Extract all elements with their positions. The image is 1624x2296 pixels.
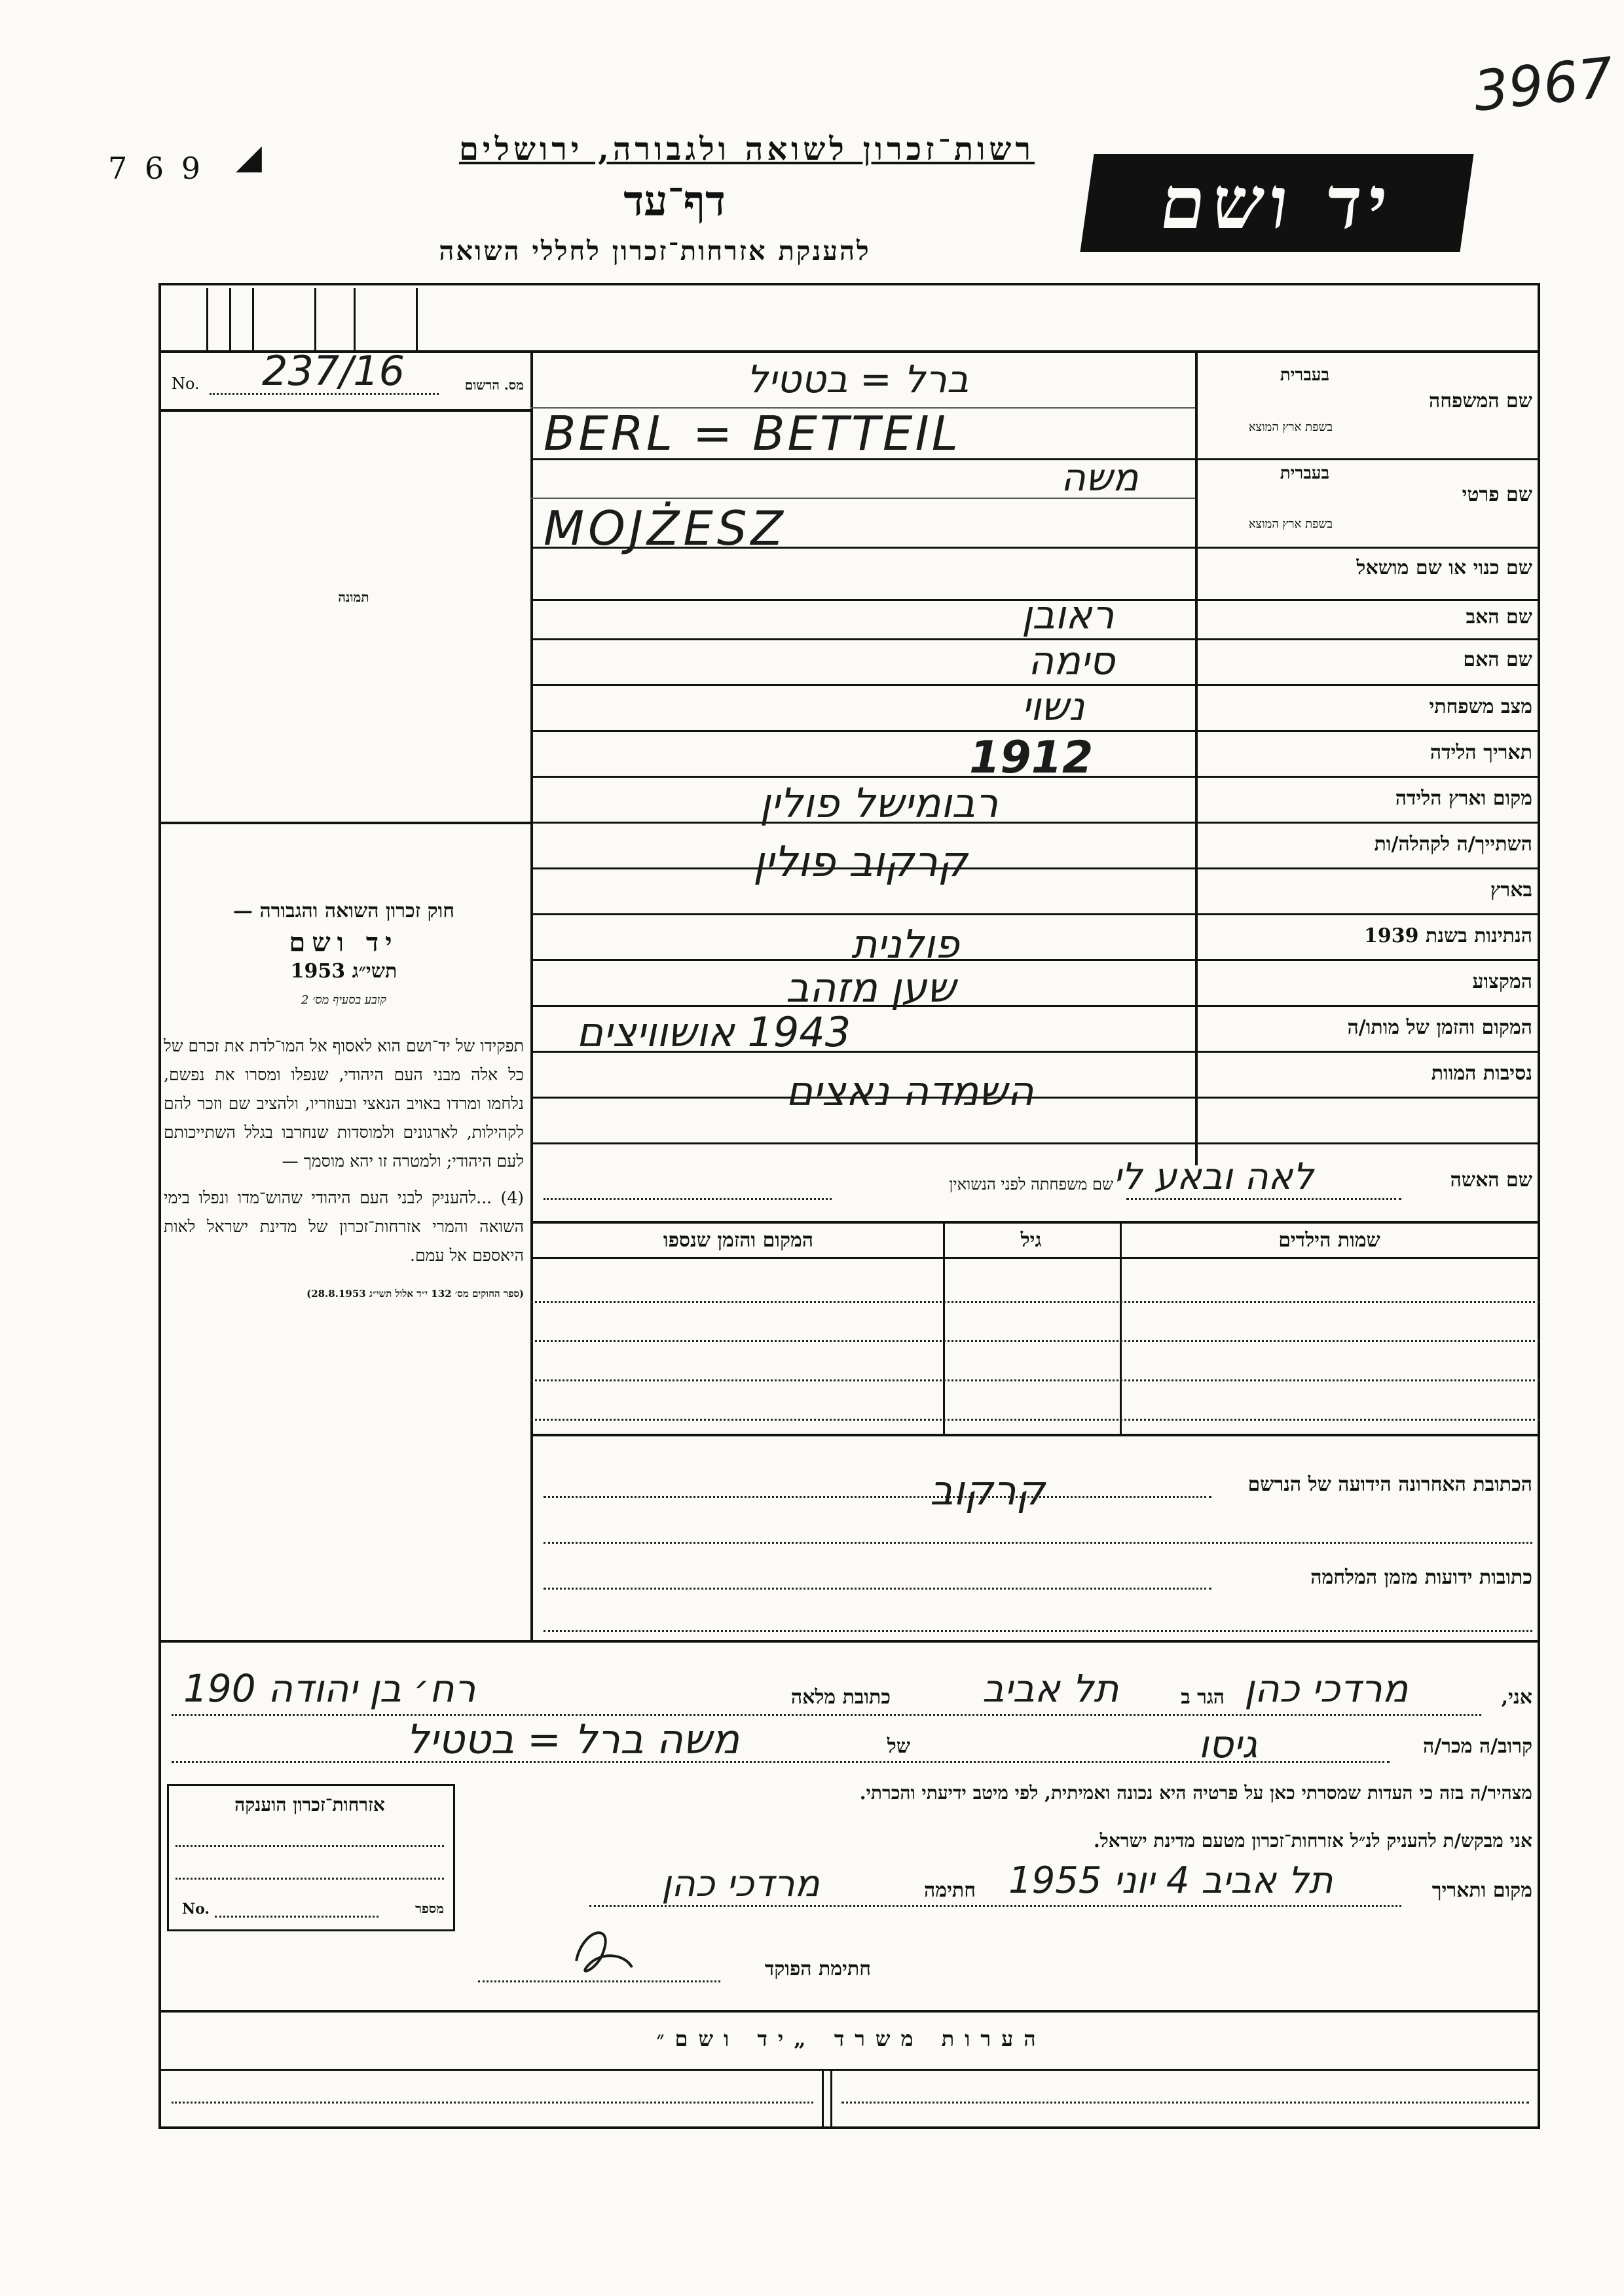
law-paragraph-2: (4) ...להעניק לבני העם היהודי שהוש־מדו ונפלו בימי השואה והמרי אזרחות־זכרון של מדינת ישראל לאות היאספם אל עמם. <box>164 1188 524 1265</box>
declarant-city: תל אביב <box>982 1666 1119 1711</box>
law-name: יד ושם <box>289 927 399 958</box>
nickname-label: שם כנוי או שם מושאל <box>1356 556 1532 579</box>
signature-label: חתימה <box>924 1879 976 1902</box>
death-place-time-value: 1943 אושוויצים <box>576 1008 851 1056</box>
children-names-header: שמות הילדים <box>1278 1229 1380 1252</box>
declarant-address: רח׳ בן יהודה 190 <box>183 1666 476 1711</box>
archive-number: 3967 <box>1470 45 1617 124</box>
birth-date-value: 1912 <box>969 732 1094 784</box>
children-age-header: גיל <box>1020 1229 1042 1252</box>
first-name-hebrew-label: בעברית <box>1280 464 1329 483</box>
country-label: בארץ <box>1490 879 1532 902</box>
death-place-time-label: המקום והזמן של מותו/ה <box>1347 1016 1532 1039</box>
org-header: רשות־זכרון לשואה ולגבורה, ירושלים <box>458 131 1035 168</box>
community-label: השתייך/ה לקהלה/ות <box>1374 833 1532 856</box>
wife-value: לאה ובאע לי <box>1113 1156 1314 1198</box>
children-place-time-header: המקום והזמן שנספו <box>663 1229 814 1252</box>
community-value: קרקוב פולין <box>753 838 968 886</box>
declarant-resides-label: הגר ב <box>1181 1686 1225 1709</box>
declarant-signature: מרדכי כהן <box>661 1863 820 1905</box>
yad-vashem-logo <box>1080 154 1473 252</box>
birth-place-value: רבומישל פולין <box>760 779 999 827</box>
profession-value: שען מזהב <box>786 964 956 1011</box>
logo-text: יד ושם <box>1154 160 1399 245</box>
death-circumstances-value: השמדה נאצים <box>786 1067 1034 1115</box>
document-number: 7 6 9 <box>108 151 205 186</box>
law-year: תשי״ג 1953 <box>290 960 397 983</box>
office-notes-title: הערות משרד „יד ושם״ <box>656 2026 1046 2051</box>
registration-no-label: No. <box>172 374 200 393</box>
registration-label: מס. הרשום <box>464 377 524 393</box>
request-text: אני מבקש/ת להעניק לנ״ל אזרחות־זכרון מטעם מדינת ישראל. <box>1093 1830 1532 1851</box>
war-addresses-label: כתובות ידועות מזמן המלחמה <box>1310 1566 1532 1589</box>
family-name-label: שם המשפחה <box>1428 390 1532 412</box>
law-paragraph-1: תפקידו של יד־ושם הוא לאסוף אל המו־לדת את זכרם של כל אלה מבני העם היהודי, שנפלו ומסרו את נפשם, נלחמו ומרדו באויב הנאצי ובעוזריו, ולהציב שם וזכר להם לקהילות, לארגונים ולמוסדות שנחרבו בגלל השתייכותם לעם היהודי; ולמטרה זו יהא מוסמך — <box>164 1036 524 1171</box>
citizenship-box-number-label: מספר <box>415 1901 444 1916</box>
profession-label: המקצוע <box>1472 970 1532 993</box>
relation-value: גיסו <box>1198 1722 1258 1766</box>
declaration-text: מצהיר/ה בזה כי העדות שמסרתי כאן על פרטיה היא נכונה ואמיתית, לפי מיטב ידיעתי והכרתי. <box>859 1782 1532 1804</box>
registration-boxes <box>164 288 426 350</box>
first-name-label: שם פרטי <box>1462 483 1532 506</box>
of-label: של <box>887 1735 910 1758</box>
marital-status-label: מצב משפחתי <box>1429 695 1532 718</box>
law-source: (ספר החוקים מס׳ 132 י״ד אלול תשי״ג 28.8.1953) <box>306 1288 524 1300</box>
form-title: דף־עד <box>623 177 726 226</box>
citizenship-value: פולנית <box>851 922 959 968</box>
law-clause: קובע בסעיף מס׳ 2 <box>301 993 386 1007</box>
place-date-value: תל אביב 4 יוני 1955 <box>1008 1859 1333 1902</box>
officer-signature-label: חתימת הפוקד <box>764 1958 871 1980</box>
family-name-native-label: בשפת ארץ המוצא <box>1248 420 1333 434</box>
family-name-hebrew-label: בעברית <box>1280 365 1329 385</box>
father-value: ראובן <box>1022 592 1115 638</box>
law-title: חוק זכרון השואה והגבורה — <box>233 900 454 922</box>
first-name-native-value: MOJŻESZ <box>544 501 787 556</box>
declarant-name: מרדכי כהן <box>1244 1666 1409 1711</box>
law-box <box>164 897 524 1308</box>
place-date-label: מקום ותאריך <box>1431 1879 1532 1902</box>
marital-status-value: נשוי <box>1022 684 1085 730</box>
death-circumstances-label: נסיבות המוות <box>1431 1062 1532 1085</box>
mother-value: סימה <box>1028 638 1115 684</box>
of-name-value: משה ברל = בטטיל <box>406 1715 740 1763</box>
citizenship-label: הנתינות בשנת 1939 <box>1363 924 1532 947</box>
declarant-address-label: כתובת מלאה <box>790 1686 891 1709</box>
declarant-i-label: אני, <box>1501 1686 1532 1709</box>
citizenship-box-title: אזרחות־זכרון הוענקה <box>234 1794 385 1815</box>
first-name-native-label: בשפת ארץ המוצא <box>1248 517 1333 531</box>
family-name-hebrew-value: ברל = בטטיל <box>747 357 969 401</box>
wife-label: שם האשה <box>1450 1169 1532 1192</box>
last-address-value: קרקוב <box>930 1467 1045 1514</box>
birth-place-label: מקום וארץ הלידה <box>1395 787 1532 810</box>
birth-date-label: תאריך הלידה <box>1430 741 1532 764</box>
photo-label: תמונה <box>338 589 369 605</box>
form-subtitle: להענקת אזרחות־זכרון לחללי השואה <box>439 236 871 266</box>
family-name-native-value: BERL = BETTEIL <box>544 406 961 461</box>
wife-maiden-label: שם משפחתה לפני הנשואין <box>949 1175 1113 1194</box>
citizenship-granted-box <box>167 1784 455 1931</box>
mother-label: שם האם <box>1463 648 1532 671</box>
first-name-hebrew-value: משה <box>1061 455 1139 500</box>
officer-signature-scribble <box>563 1915 642 1987</box>
relative-label: קרוב/ה מכר/ה <box>1423 1735 1532 1758</box>
citizenship-box-no-label: No. <box>182 1901 210 1918</box>
registration-value: 237/16 <box>262 347 405 395</box>
flame-icon: ◢ <box>236 137 262 177</box>
last-address-label: הכתובת האחרונה הידועה של הנרשם <box>1247 1473 1532 1496</box>
children-table <box>530 1221 1540 1434</box>
father-label: שם האב <box>1466 606 1532 629</box>
